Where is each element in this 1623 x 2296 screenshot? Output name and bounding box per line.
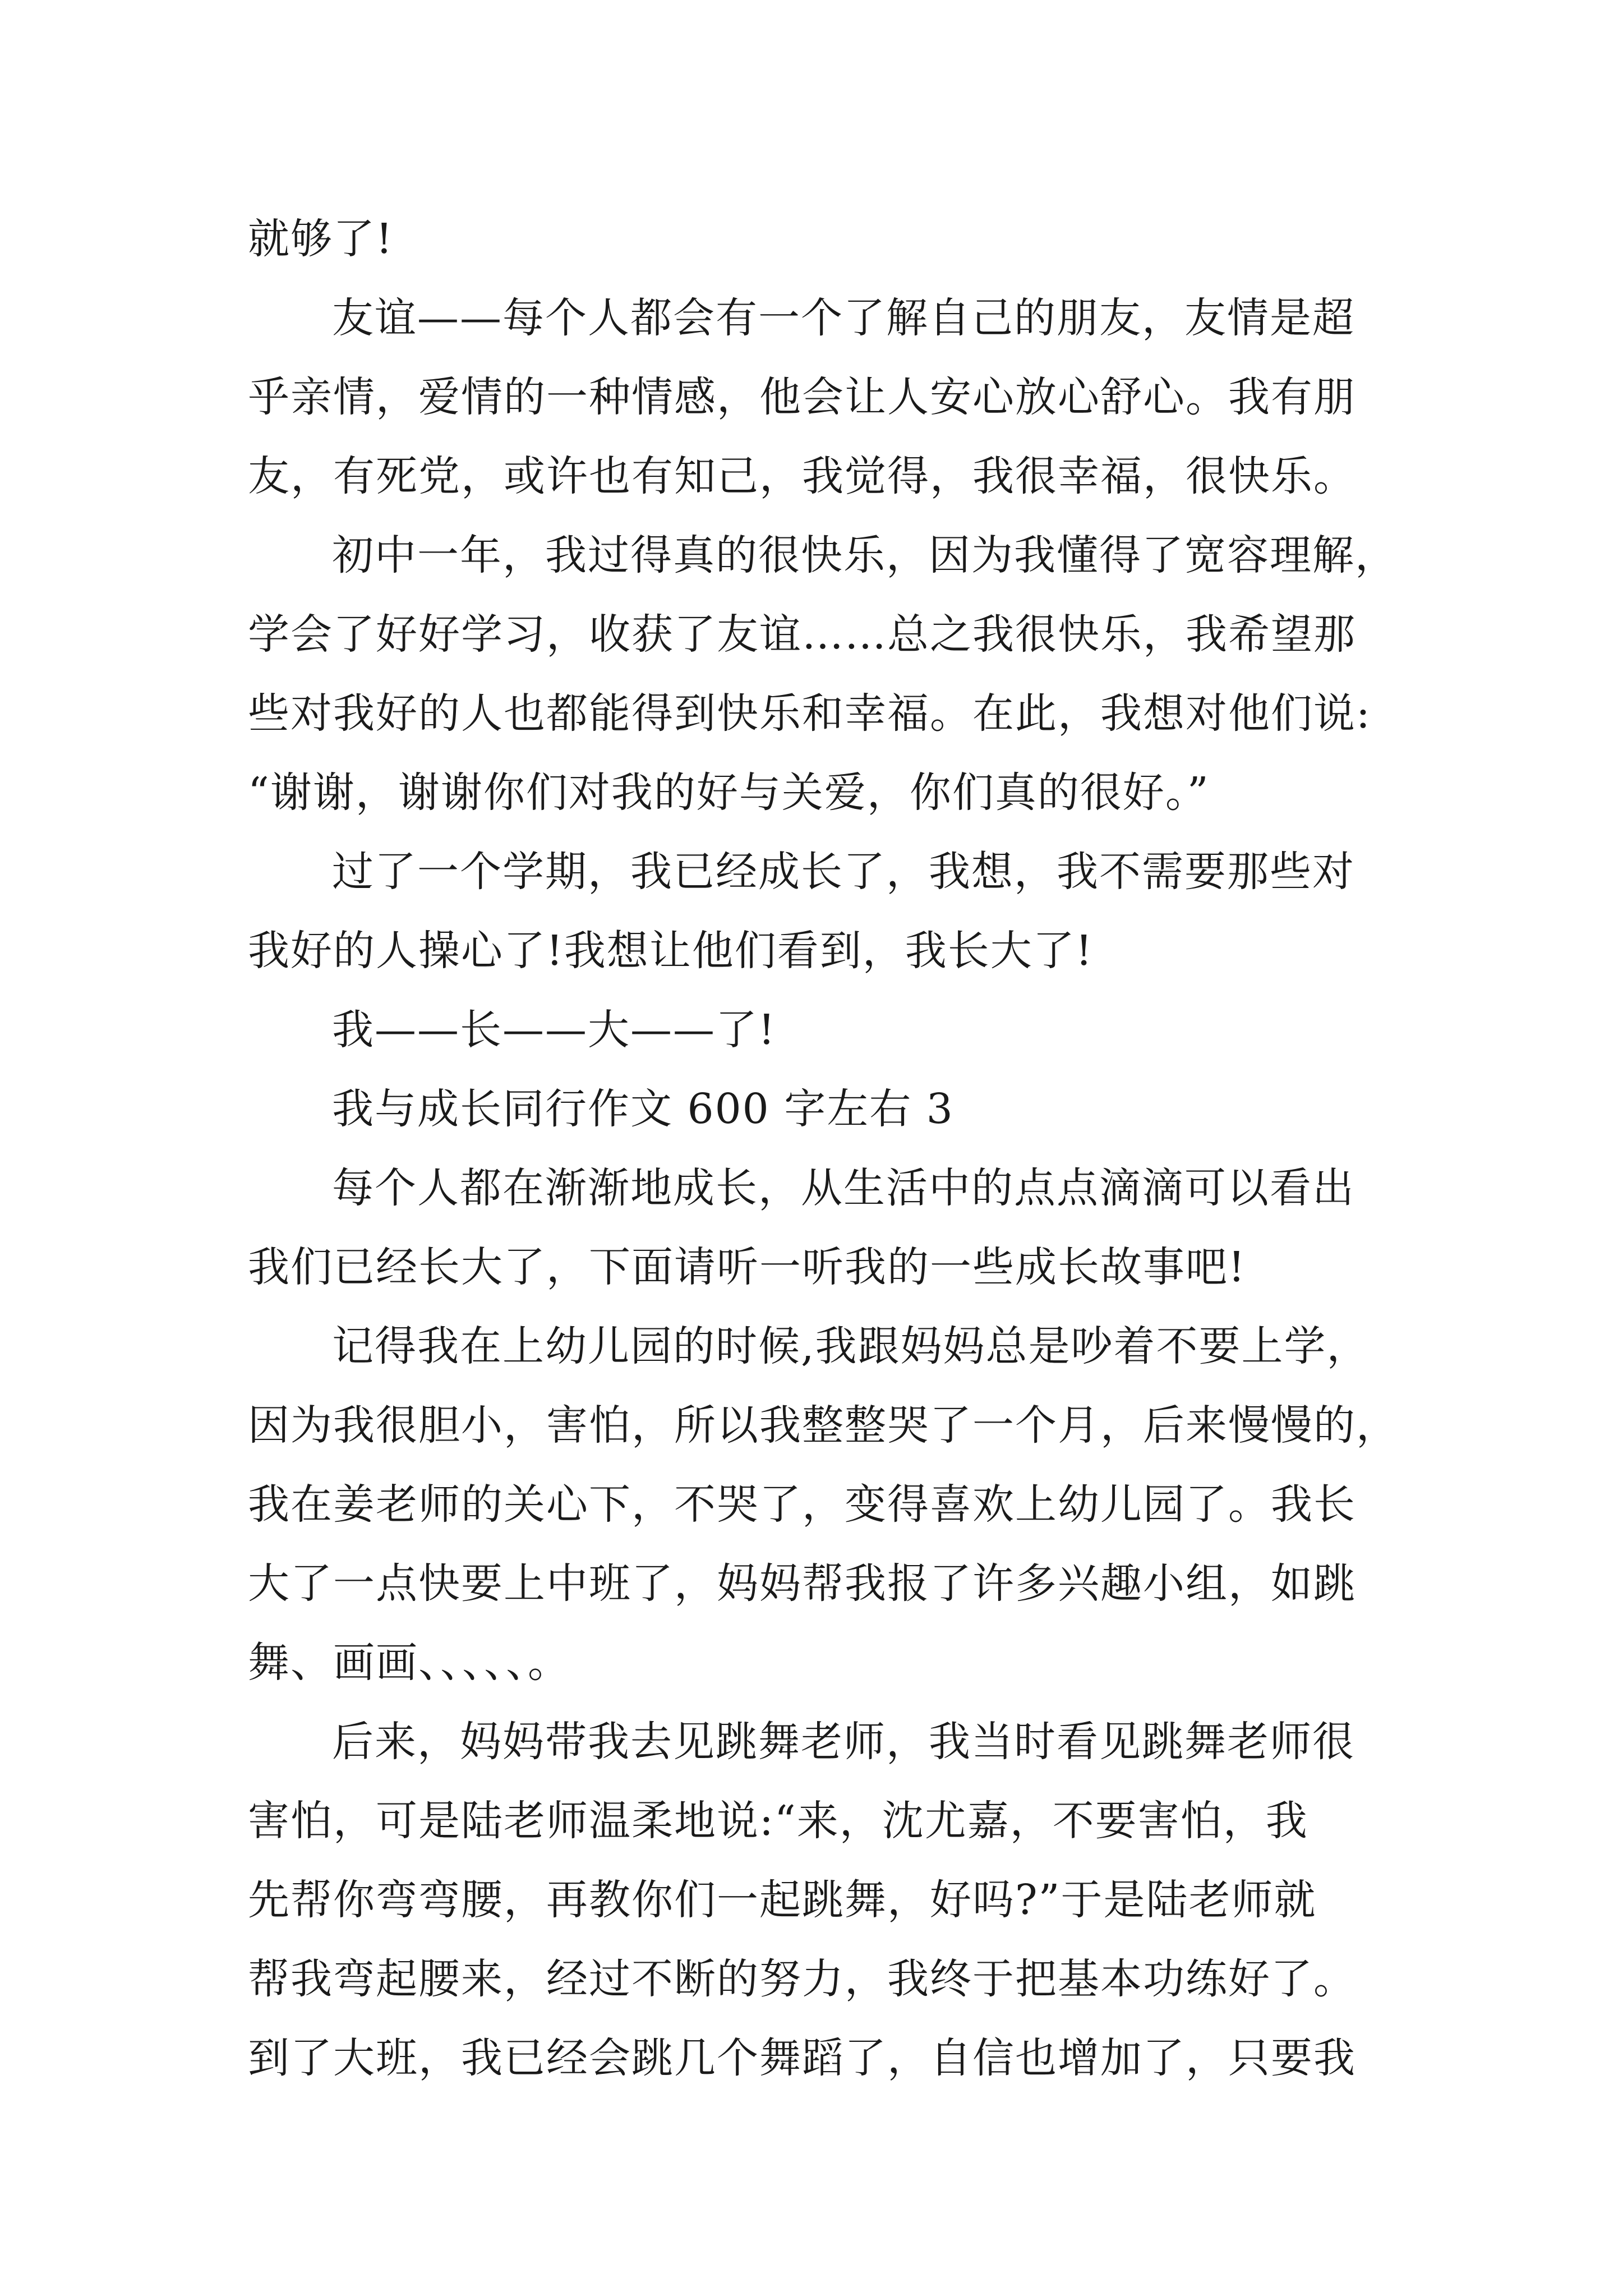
text-line: 先帮你弯弯腰，再教你们一起跳舞，好吗?”于是陆老师就 (248, 1876, 1317, 1924)
text-line: 到了大班，我已经会跳几个舞蹈了，自信也增加了，只要我 (248, 2034, 1356, 2082)
text-line: 后来，妈妈带我去见跳舞老师，我当时看见跳舞老师很 (332, 1718, 1355, 1766)
text-line: 记得我在上幼儿园的时候,我跟妈妈总是吵着不要上学， (332, 1322, 1370, 1370)
text-line: 乎亲情，爱情的一种情感，他会让人安心放心舒心。我有朋 (248, 373, 1356, 421)
text-line: 大了一点快要上中班了，妈妈帮我报了许多兴趣小组，如跳 (248, 1559, 1356, 1608)
text-line: 每个人都在渐渐地成长，从生活中的点点滴滴可以看出 (332, 1164, 1355, 1212)
text-line: 我在姜老师的关心下，不哭了，变得喜欢上幼儿园了。我长 (248, 1480, 1356, 1529)
text-line: 帮我弯起腰来，经过不断的努力，我终于把基本功练好了。 (248, 1955, 1356, 2003)
text-line: 舞、画画、、、、、。 (248, 1639, 570, 1687)
text-line: 友，有死党，或许也有知己，我觉得，我很幸福，很快乐。 (248, 452, 1356, 500)
text-line: 害怕，可是陆老师温柔地说:“来，沈尤嘉，不要害怕，我 (248, 1797, 1308, 1845)
text-line: 我们已经长大了，下面请听一听我的一些成长故事吧! (248, 1243, 1246, 1291)
text-line: 学会了好好学习，收获了友谊……总之我很快乐，我希望那 (248, 610, 1356, 659)
body-text (248, 200, 1399, 2098)
text-line: 我与成长同行作文 600 字左右 3 (332, 1085, 954, 1133)
text-line: 就够了! (248, 215, 394, 263)
text-line: 我——长——大——了! (332, 1006, 776, 1054)
text-line: 因为我很胆小，害怕，所以我整整哭了一个月，后来慢慢的， (248, 1401, 1399, 1450)
text-line: 初中一年，我过得真的很快乐，因为我懂得了宽容理解， (332, 531, 1398, 579)
text-line: 些对我好的人也都能得到快乐和幸福。在此，我想对他们说: (248, 689, 1371, 738)
text-line: 过了一个学期，我已经成长了，我想，我不需要那些对 (332, 848, 1355, 896)
text-line: 友谊——每个人都会有一个了解自己的朋友，友情是超 (332, 294, 1355, 342)
text-line: “谢谢，谢谢你们对我的好与关爱，你们真的很好。” (248, 769, 1210, 817)
text-line: 我好的人操心了!我想让他们看到，我长大了! (248, 927, 1094, 975)
